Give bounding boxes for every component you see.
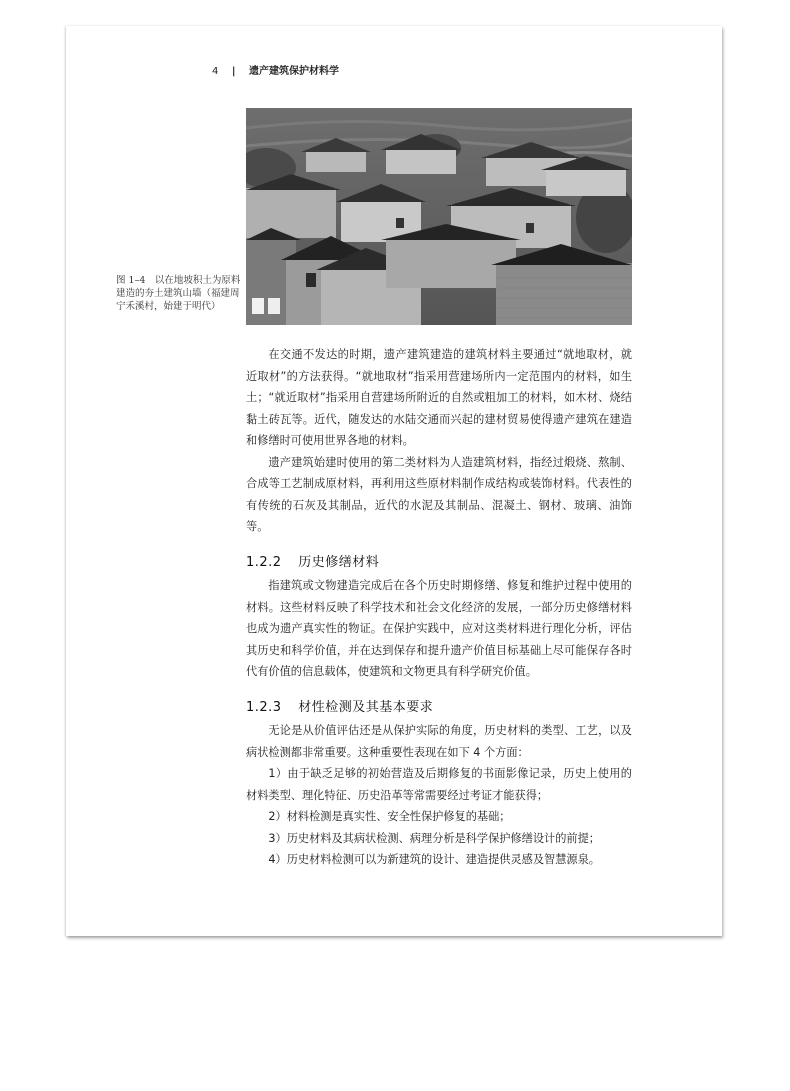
paragraph: 在交通不发达的时期，遗产建筑建造的建筑材料主要通过“就地取材，就近取材”的方法获得。“就地取材”指采用营建场所内一定范围内的材料，如生土；“就近取材”指采用自营建场所附近的自然或粗加工的材料，如木材、烧结黏土砖瓦等。近代，随发达的水陆交通而兴起的建材贸易使得遗产建筑在建造和修缮时可使用世界各地的材料。 bbox=[246, 348, 632, 447]
section-heading-1-2-2 bbox=[246, 552, 632, 574]
paragraph: 指建筑或文物建造完成后在各个历史时期修缮、修复和维护过程中使用的材料。这些材料反映了科学技术和社会文化经济的发展，一部分历史修缮材料也成为遗产真实性的物证。在保护实践中，应对这类材料进行理化分析，评估其历史和科学价值，并在达到保存和提升遗产价值目标基础上尽可能保存各时代有价值的信息载体，使建筑和文物更具有科学研究价值。 bbox=[246, 579, 632, 678]
paragraph: 无论是从价值评估还是从保护实际的角度，历史材料的类型、工艺，以及病状检测都非常重要。这种重要性表现在如下 4 个方面： bbox=[246, 724, 632, 759]
main-text bbox=[246, 344, 632, 871]
village-photo bbox=[246, 108, 632, 325]
section-heading-1-2-3 bbox=[246, 697, 632, 719]
list-item: 1）由于缺乏足够的初始营造及后期修复的书面影像记录，历史上使用的材料类型、理化特征、历史沿革等常需要经过考证才能获得； bbox=[246, 767, 632, 802]
running-header bbox=[212, 62, 339, 77]
section-title: 历史修缮材料 bbox=[298, 554, 380, 570]
book-title: 遗产建筑保护材料学 bbox=[249, 66, 339, 77]
list-item: 2）材料检测是真实性、安全性保护修复的基础； bbox=[268, 810, 511, 823]
book-page bbox=[66, 26, 722, 936]
section-title: 材性检测及其基本要求 bbox=[298, 699, 434, 715]
section-number: 1.2.3 bbox=[246, 699, 282, 715]
section-number: 1.2.2 bbox=[246, 554, 282, 570]
header-separator: | bbox=[231, 66, 236, 77]
figure-caption: 图 1–4 以在地坡积土为原料建造的夯土建筑山墙（福建周宁禾溪村，始建于明代） bbox=[116, 275, 241, 312]
list-item: 3）历史材料及其病状检测、病理分析是科学保护修缮设计的前提； bbox=[268, 831, 600, 845]
page-number: 4 bbox=[212, 66, 219, 77]
rammed-earth-village-image bbox=[246, 108, 632, 325]
list-item: 4）历史材料检测可以为新建筑的设计、建造提供灵感及智慧源泉。 bbox=[268, 853, 600, 866]
paragraph: 遗产建筑始建时使用的第二类材料为人造建筑材料，指经过煅烧、熬制、合成等工艺制成原材料，再利用这些原材料制作成结构或装饰材料。代表性的有传统的石灰及其制品，近代的水泥及其制品、混凝土、钢材、玻璃、油饰等。 bbox=[246, 455, 632, 533]
